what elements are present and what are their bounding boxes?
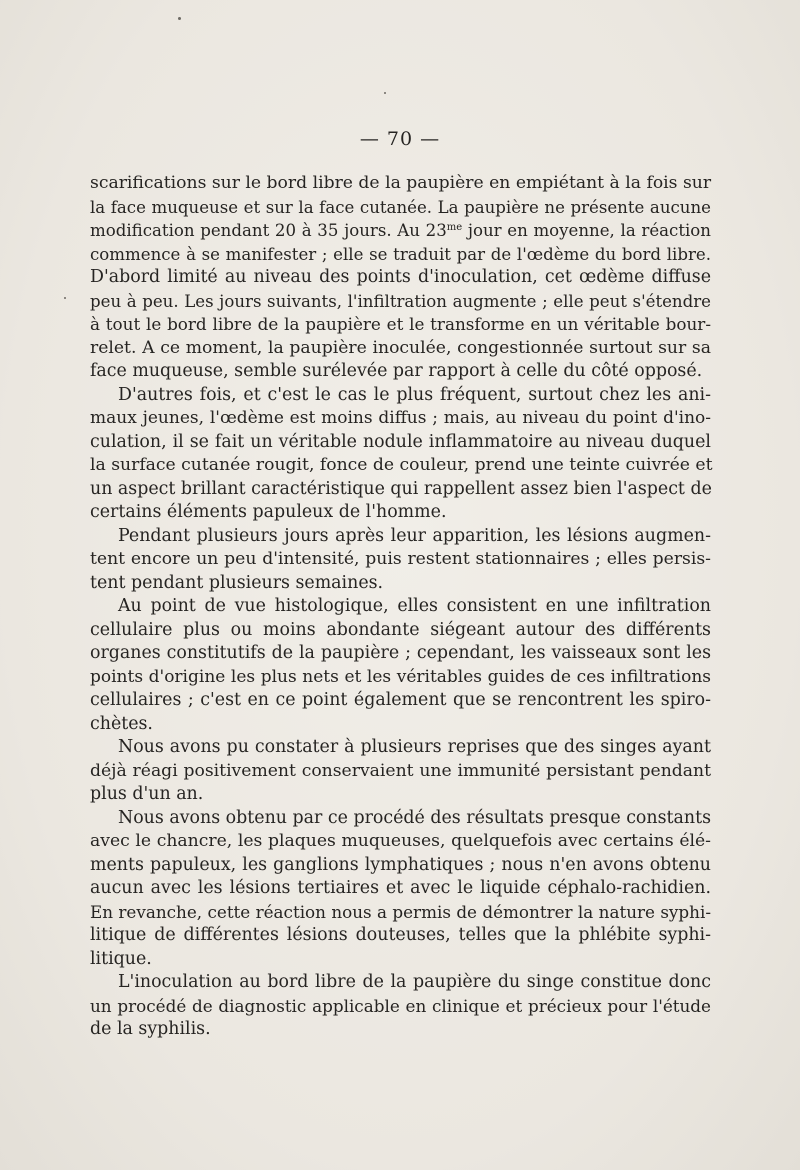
- text-line: maux jeunes, l'œdème est moins diffus ; mais, au niveau du point d'ino-: [90, 408, 711, 428]
- text-line: scarifications sur le bord libre de la paupière en empiétant à la fois sur: [90, 173, 712, 193]
- text-line: cellulaires ; c'est en ce point également que se rencontrent les spiro-: [90, 690, 711, 710]
- text-line: culation, il se fait un véritable nodule inflammatoire au niveau duquel: [90, 431, 711, 452]
- text-line: un procédé de diagnostic applicable en clinique et précieux pour l'étude: [90, 995, 711, 1016]
- text-line: Nous avons pu constater à plusieurs reprises que des singes ayant: [118, 737, 711, 757]
- text-line: Nous avons obtenu par ce procédé des résultats presque constants: [118, 807, 711, 828]
- paper-speck: [384, 92, 386, 94]
- text-line: commence à se manifester ; elle se traduit par de l'œdème du bord libre.: [90, 244, 711, 264]
- text-line: de la syphilis.: [90, 1019, 211, 1039]
- text-line: plus d'un an.: [90, 784, 204, 804]
- body-text: [90, 172, 711, 1042]
- text-line: modification pendant 20 à 35 jours. Au $23^{me}$ jour en moyenne, la réaction: [90, 221, 711, 240]
- text-line: litique de différentes lésions douteuses, telles que la phlébite syphi-: [90, 925, 711, 945]
- text-line: Pendant plusieurs jours après leur apparition, les lésions augmen-: [118, 525, 711, 546]
- text-line: En revanche, cette réaction nous a permis de démontrer la nature syphi-: [90, 901, 711, 922]
- text-line: avec le chancre, les plaques muqueuses, quelquefois avec certains élé-: [90, 831, 711, 851]
- text-line: aucun avec les lésions tertiaires et avec le liquide céphalo-rachidien.: [90, 878, 711, 898]
- paper-speck: [178, 17, 181, 20]
- text-line: certains éléments papuleux de l'homme.: [90, 502, 447, 522]
- text-line: litique.: [90, 948, 152, 969]
- text-line: à tout le bord libre de la paupière et le transforme en un véritable bour-: [90, 314, 711, 334]
- text-line: Au point de vue histologique, elles consistent en une infiltration: [118, 596, 711, 616]
- text-line: déjà réagi positivement conservaient une immunité persistant pendant: [90, 760, 711, 781]
- text-line: D'autres fois, et c'est le cas le plus fréquent, surtout chez les ani-: [118, 384, 711, 405]
- text-line: face muqueuse, semble surélevée par rapport à celle du côté opposé.: [90, 361, 703, 381]
- text-line: cellulaire plus ou moins abondante siégeant autour des différents: [90, 619, 711, 640]
- text-line: organes constitutifs de la paupière ; cependant, les vaisseaux sont les: [90, 643, 711, 663]
- page-number: — 70 —: [359, 128, 441, 150]
- text-line: L'inoculation au bord libre de la paupière du singe constitue donc: [118, 972, 711, 992]
- text-line: la surface cutanée rougit, fonce de couleur, prend une teinte cuivrée et: [90, 455, 713, 475]
- text-line: points d'origine les plus nets et les véritables guides de ces infiltrations: [90, 666, 711, 687]
- text-line: ments papuleux, les ganglions lymphatiques ; nous n'en avons obtenu: [90, 854, 711, 875]
- text-line: la face muqueuse et sur la face cutanée. La paupière ne présente aucune: [90, 197, 711, 217]
- text-line: un aspect brillant caractéristique qui rappellent assez bien l'aspect de: [90, 478, 712, 499]
- text-line: tent encore un peu d'intensité, puis restent stationnaires ; elles persis-: [90, 549, 711, 569]
- text-line: tent pendant plusieurs semaines.: [90, 572, 384, 593]
- text-line: peu à peu. Les jours suivants, l'infiltration augmente ; elle peut s'étendre: [90, 291, 711, 311]
- text-line: relet. A ce moment, la paupière inoculée, congestionnée surtout sur sa: [90, 337, 711, 358]
- ordinal-superscript: me: [446, 222, 463, 233]
- text-line: D'abord limité au niveau des points d'inoculation, cet œdème diffuse: [90, 267, 711, 287]
- paper-speck: [64, 297, 66, 299]
- text-line: chètes.: [90, 713, 153, 734]
